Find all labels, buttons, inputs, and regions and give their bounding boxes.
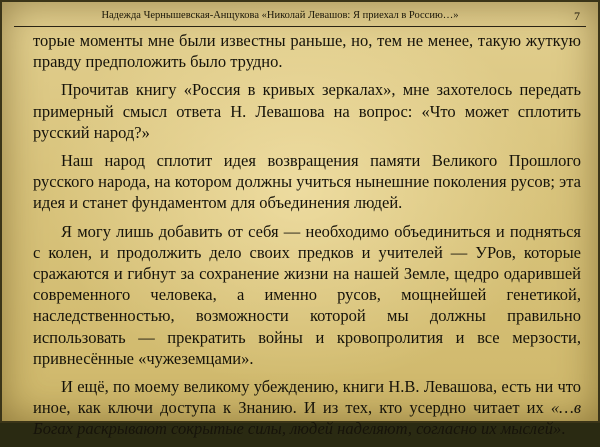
paragraph-4: Я могу лишь добавить от себя — необходимо объединиться и подняться с колен, и продолжить дело своих предков и учителей — УРов, которые сражаются и гибнут за сохранение жизни на нашей Земле, щедро одарившей современного человека, а именно русов, мощнейшей генетикой, наследственностью, возможности которой мы должны правильно использовать — прекратить войны и кровопролития и все мерзости, привнесённые «чужеземцами». (33, 221, 581, 368)
header-title: Надежда Чернышевская-Анщукова «Николай Левашов: Я приехал в Россию…» (101, 10, 459, 21)
italic-quote: «…в Богах раскрывают сокрытые силы, людей наделяют, согласно их мыслей» (33, 398, 581, 439)
paragraph-2: Прочитав книгу «Россия в кривых зеркалах», мне захотелось передать примерный смысл ответа Н. Левашова на вопрос: «Что может сплотить русский народ?» (33, 80, 581, 142)
page-number: 7 (574, 9, 580, 23)
paragraph-3: Наш народ сплотит идея возвращения памяти Великого Прошлого русского народа, на котором должны учиться нынешние поколения русов; эта идея и станет фундаментом для объединения людей. (33, 151, 581, 213)
running-header (14, 8, 586, 27)
body-text (33, 30, 581, 447)
paragraph-5-end: . (561, 419, 566, 439)
paragraph-5 (33, 376, 581, 440)
paragraph-1: торые моменты мне были известны раньше, но, тем не менее, такую жуткую правду предположить было трудно. (33, 31, 581, 72)
paragraph-5-text: И ещё, по моему великому убеждению, книги Н.В. Левашова, есть ни что иное, как ключи доступа к Знанию. И из тех, кто усердно читает их (33, 377, 581, 418)
